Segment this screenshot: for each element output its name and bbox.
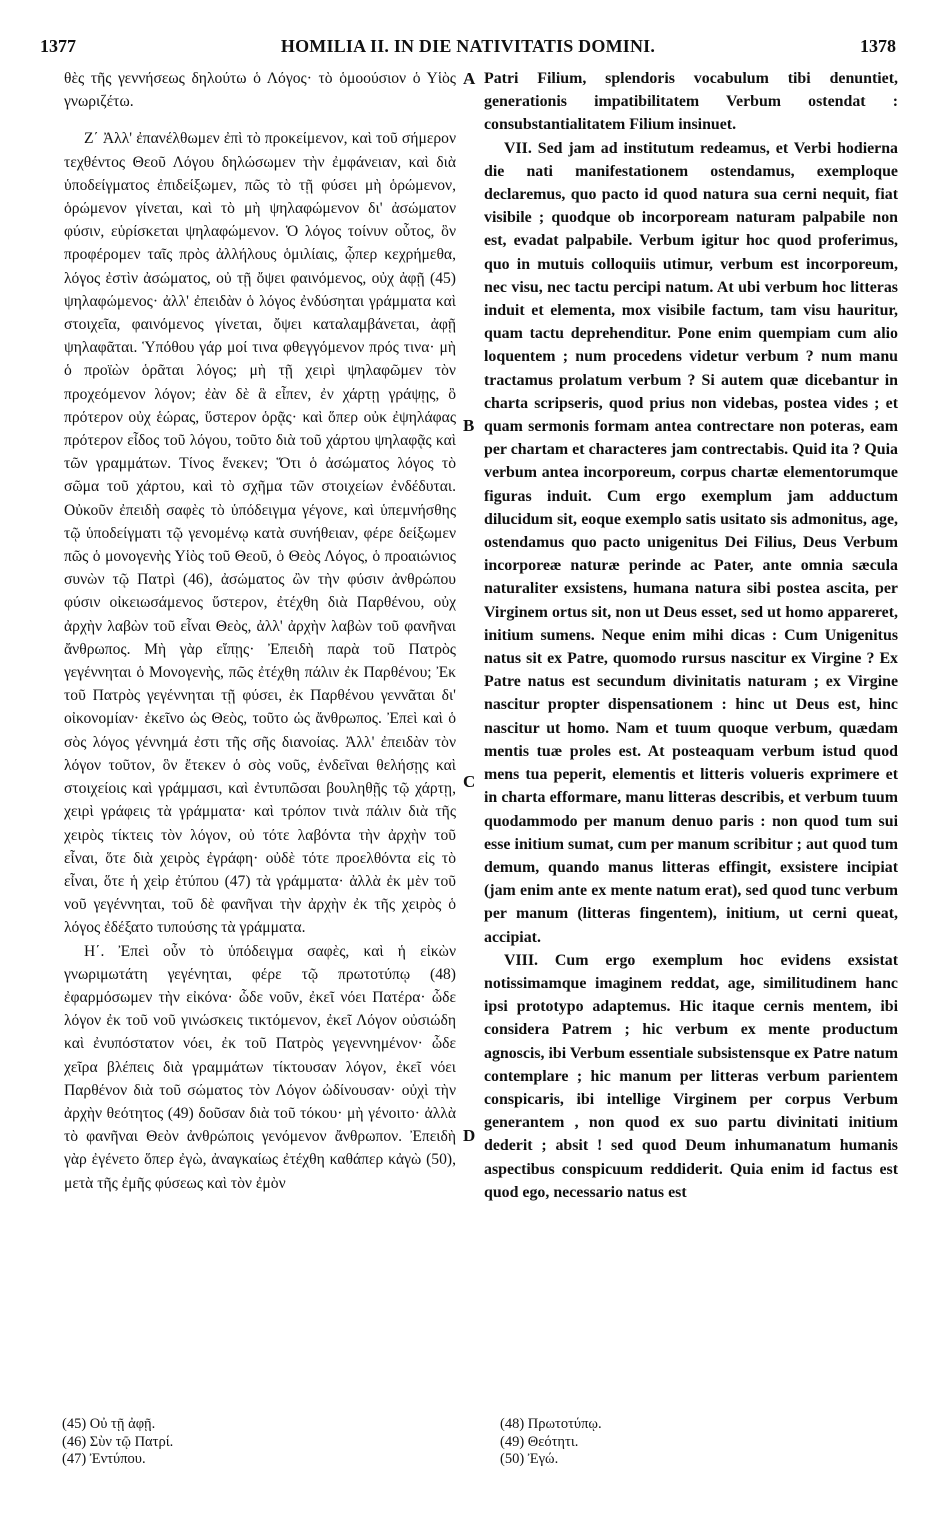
latin-paragraph-1: Patri Filium, splendoris vocabulum tibi denuntiet, generationis impatibilitatem Verbum ostendat : consubstantialitatem Filium insinuet. (484, 70, 898, 134)
footnote: (47) Ἐντύπου. (62, 1451, 146, 1467)
footnote: (46) Σὺν τῷ Πατρί. (62, 1433, 174, 1450)
page-number-right: 1378 (860, 36, 896, 56)
footnote: (48) Πρωτοτύπῳ. (500, 1416, 602, 1432)
greek-paragraph-7: Ζ΄ Ἀλλ' ἐπανέλθωμεν ἐπὶ τὸ προκείμενον, καὶ τοῦ σήμερον τεχθέντος Θεοῦ Λόγου δηλώσωμεν τὴν ἐμφάνειαν, καὶ διὰ ὑποδείγματος ἐπιδείξωμεν, πῶς τὸ τῇ φύσει μὴ ὁρώμενον, ὁρώμενον γίνεται, καὶ τὸ μὴ ψηλαφώμενον δι' ἀσώματον φύσιν, εὑρίσκεται ψηλαφώμενον. Ὁ λόγος τοίνυν οὗτος, ὃν προφέρομεν ταῖς πρὸς ἀλλήλους ὁμιλίαις, ᾧπερ κεχρήμεθα, λόγος ἐστὶν ἀσώματος, οὐ τῇ ὄψει φαινόμενος, οὐχ ἀφῇ (45) ψηλαφώμενος· ἀλλ' ἐπειδὰν ὁ λόγος ἐνδύσηται γράμματα καὶ στοιχεῖα, φαινόμενος γίνεται, ὄψει καταλαμβάνεται, ἀφῇ ψηλαφᾶται. Ὑπόθου γάρ μοί τινα φθεγγόμενον πρός τινα· μὴ ὁ προϊὼν ὁρᾶται λόγος; μὴ τῇ χειρὶ ψηλαφῶμεν τὸν προχεόμενον λόγον; ἐὰν δὲ ἃ εἶπεν, ἐν χάρτῃ γράψῃς, ὃ πρότερον οὐχ ἑώρας, ὕστερον ὁρᾷς· καὶ ὅπερ οὐκ ἐψηλάφας πρότερον εἶδος τοῦ λόγου, τοῦτο διὰ τοῦ χάρτου ψηλαφᾷς καὶ τῶν γραμμάτων. Τίνος ἕνεκεν; Ὅτι ὁ ἀσώματος λόγος τὸ σῶμα τοῦ χάρτου, καὶ τὸ σχῆμα τῶν στοιχείων ἐνδέδυται. Οὐκοῦν ἐπειδὴ σαφὲς τὸ ὑπόδειγμα γέγονε, καὶ ὑπεμνήσθης τῷ ὑποδείγματι τῷ γενομένῳ κατὰ συνήθειαν, φέρε δείξωμεν πῶς ὁ μονογενὴς Υἱὸς τοῦ Θεοῦ, ὁ Θεὸς Λόγος, ὁ προαιώνιος συνὼν τῷ Πατρὶ (46), ἀσώματος ὢν τὴν φύσιν ἀνθρώπου φύσιν οἰκειωσάμενος ὕστερον, ἐτέχθη διὰ Παρθένου, οὐχ ἀρχὴν λαβὼν τοῦ εἶναι Θεὸς, ἀλλ' ἀρχὴν λαβὼν τοῦ φανῆναι ἄνθρωπος. Μὴ γὰρ εἴπῃς· Ἐπειδὴ παρὰ τοῦ Πατρὸς γεγέννηται ὁ Μονογενὴς, πῶς ἐτέχθη πάλιν ἐκ Παρθένου; Ἐκ τοῦ Πατρὸς γεγέννηται τῇ φύσει, ἐκ Παρθένου γεννᾶται δι' οἰκονομίαν· ἐκεῖνο ὡς Θεὸς, τοῦτο ὡς ἄνθρωπος. Ἐπεὶ καὶ ὁ σὸς λόγος γέννημά ἐστι τῆς σῆς διανοίας. Ἀλλ' ἐπειδὰν τὸν λόγον τοῦτον, ὃν ἔτεκεν ὁ σὸς νοῦς, ἐνδεῖναι θελήσῃς καὶ στοιχείοις καὶ γράμμασι, καὶ ἐντυπῶσαι βουληθῇς τῷ χάρτῃ, χειρὶ γράφεις τὰ γράμματα· καὶ τρόπον τινὰ πάλιν διὰ τῆς χειρὸς τίκτεις τὸν λόγον, οὐ τότε λαβόντα τὴν ἀρχὴν τοῦ εἶναι, ὅτε διὰ χειρὸς ἐγράφη· οὐδὲ τότε προελθόντα εἰς τὸ εἶναι, ὅτε ἡ χεὶρ ἐτύπου (47) τὰ γράμματα· ἀλλὰ ἐκ μὲν τοῦ νοῦ γεγέννηται, τοῦ δὲ φανῆναι τὴν ἀρχὴν ἐκ τῆς χειρὸς ὁ λόγος ἐδέξατο τυπούσης τὰ γράμματα. (64, 130, 456, 937)
footnote: (50) Ἐγώ. (500, 1451, 559, 1467)
margin-letter-c: C (463, 772, 476, 791)
running-header (40, 36, 896, 60)
greek-paragraph-8: Η΄. Ἐπεὶ οὖν τὸ ὑπόδειγμα σαφὲς, καὶ ἡ εἰκὼν γνωριμωτάτη γεγένηται, φέρε τῷ πρωτοτύπῳ (48) ἐφαρμόσωμεν τὴν εἰκόνα· ὧδε νοῦν, ἐκεῖ νόει Πατέρα· ὧδε λόγον ἐκ τοῦ νοῦ γινώσκεις τικτόμενον, ἐκεῖ Λόγον οὐσιώδη καὶ ἐνυπόστατον νόει, ἐκ τοῦ Πατρὸς γεγεννημένον· ὧδε χεῖρα βλέπεις διὰ γραμμάτων τίκτουσαν λόγον, ἐκεῖ νόει Παρθένον διὰ τοῦ σώματος τὸν Λόγον ὠδίνουσαν· οὐχὶ τὴν ἀρχὴν θεότητος (49) δοῦσαν διὰ τοῦ τόκου· μὴ γένοιτο· ἀλλὰ τὸ φανῆναι Θεὸν ἀνθρώποις γενόμενον ἄνθρωπον. Ἐπειδὴ γὰρ ἐγένετο ὅπερ ἐγὼ, ἀναγκαίως ἐτέχθη καθάπερ κἀγὼ (50), μετὰ τῆς ἐμῆς φύσεως καὶ τὸν ἐμὸν (64, 942, 456, 1192)
latin-paragraph-7: VII. Sed jam ad institutum redeamus, et Verbi hodierna die nati manifestationem ostendamus, exemploque declaremus, quo pacto id quod natura sua cerni nequit, fiat visibile ; quodque ob incorpoream naturam palpabile non est, evadat palpabile. Verbum igitur hoc quod proferimus, quo in mutuis colloquiis utimur, verbum est incorporeum, nec visu, nec tactu percipi natum. At ubi verbum hoc litteras induit et elementa, mox visibile factum, tam visu hauritur, quam tactu deprehenditur. Pone enim quempiam cum alio loquentem ; num procedens videtur verbum ? num manu tractamus prolatum verbum ? Si autem quæ dicebantur in charta scripseris, quod prius non videbas, postea vides ; et quam sermonis formam antea contrectare non poteras, eam per chartam et characteres jam contrectabis. Quid ita ? Quia verbum antea incorporeum, corpus chartæ elementorumque figuras induit. Cum ergo exemplum jam adductum dilucidum sit, eoque exemplo satis usitato sis admonitus, age, ostendamus quo pacto unigenitus Dei Filius, Deus Verbum incorporeæ naturæ perinde ac Pater, ante omnia sæcula naturaliter exsistens, humana natura sibi postea ascita, per Virginem ortus sit, non ut Deus esset, sed ut homo appareret, initium sumens. Neque enim mihi dicas : Cum Unigenitus natus sit ex Patre, quomodo rursus nascitur ex Virgine ? Ex Patre natus est secundum divinitatis naturam ; ex Virgine nascitur propter dispensationem : hinc ut Deus est, hinc nascitur ut homo. Nam et tuum quoque verbum, quædam mentis tuæ proles est. At posteaquam verbum istud quod mens tua peperit, elementis et litteris volueris exprimere et in charta efformare, manu litteras describis, et verbum tuum quodammodo per manum denuo paris : non quod tum sui esse initium sumat, cum per manum scribitur ; aut quod tum demum, quando manus litteras effingit, exsistere incipiat (jam enim ante ex mente natum erat), sed quod tunc verbum per manum (litteras fingentem), initium, ut cerni queat, accipiat. (484, 139, 898, 946)
footnotes-left (62, 1416, 173, 1469)
footnote: (45) Οὐ τῇ ἀφῇ. (62, 1416, 156, 1432)
page-number-left: 1377 (40, 36, 76, 56)
greek-paragraph-1: θὲς τῆς γεννήσεως δηλούτω ὁ Λόγος· τὸ ὁμοούσιον ὁ Υἱὸς γνωριζέτω. (64, 70, 456, 111)
latin-paragraph-8: VIII. Cum ergo exemplum hoc evidens exsistat notissimamque imaginem reddat, age, similitudinem hanc ipsi prototypo adaptemus. Hic itaque cernis mentem, ibi considera Patrem ; hic verbum ex mente productum agnoscis, ibi Verbum essentiale subsistensque ex Patre natum contemplare ; hic manum per litteras verbum parientem conspicaris, ibi intellige Virginem per corpus Verbum generantem , non quod ex suo partu divinitati initium dederit ; absit ! sed quod Deum inhumanatum humanis aspectibus conspicuum reddiderit. Quia enim id factus est quod ego, necessario natus est (484, 951, 898, 1201)
footnote: (49) Θεότητι. (500, 1433, 579, 1450)
page-title: HOMILIA II. IN DIE NATIVITATIS DOMINI. (280, 36, 656, 56)
footnotes-right (500, 1416, 602, 1469)
margin-letter-b: B (463, 416, 475, 435)
margin-letter-d: D (463, 1126, 476, 1145)
greek-column (64, 67, 456, 1195)
latin-column (484, 67, 898, 1204)
margin-letter-a: A (463, 69, 476, 88)
